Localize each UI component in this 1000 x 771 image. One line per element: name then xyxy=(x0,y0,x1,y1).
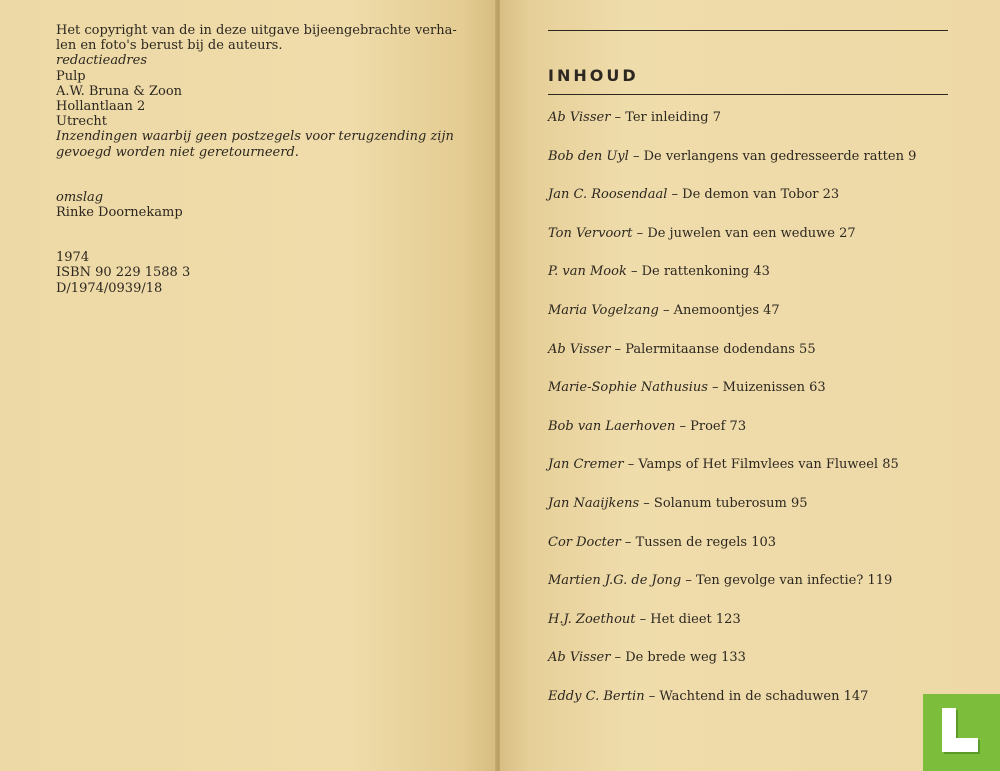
legal-deposit: D/1974/0939/18 xyxy=(56,280,163,296)
toc-story-title: De rattenkoning xyxy=(641,264,750,280)
toc-story-title: Muizenissen xyxy=(722,380,805,396)
imprint-block xyxy=(56,23,456,296)
toc-entry xyxy=(548,263,968,302)
toc-story-title: De brede weg xyxy=(625,650,717,666)
toc-dash: – xyxy=(610,650,626,666)
toc-author: Ab Visser xyxy=(548,650,611,666)
toc-page-number: 27 xyxy=(839,225,856,241)
toc-author: Marie-Sophie Nathusius xyxy=(548,380,708,396)
publication-year: 1974 xyxy=(56,250,90,266)
toc-dash: – xyxy=(610,341,626,357)
copyright-line-1: Het copyright van de in deze uitgave bijeengebrachte verha- xyxy=(56,23,457,38)
toc-dash: – xyxy=(707,380,723,396)
toc-dash: – xyxy=(610,110,626,125)
toc-page-number: 9 xyxy=(908,148,917,164)
toc-story-title: Anemoontjes xyxy=(673,302,760,318)
toc-entry xyxy=(548,572,968,611)
toc-story-title: Wachtend in de schaduwen xyxy=(659,688,840,704)
toc-entry xyxy=(548,456,968,495)
toc-entry xyxy=(548,418,968,457)
isbn: ISBN 90 229 1588 3 xyxy=(56,265,191,281)
toc-dash: – xyxy=(681,573,697,589)
toc-author: Jan Cremer xyxy=(548,457,624,473)
toc-entry xyxy=(548,341,968,380)
title-rule xyxy=(548,94,948,95)
toc-author: Bob van Laerhoven xyxy=(548,418,676,434)
address-line: Utrecht xyxy=(56,114,107,130)
top-rule xyxy=(548,30,948,31)
toc-page-number: 85 xyxy=(882,457,899,473)
toc-page-number: 23 xyxy=(822,187,840,203)
toc-story-title: De demon van Tobor xyxy=(682,187,819,203)
toc-author: Jan C. Roosendaal xyxy=(548,187,668,203)
address-line: Hollantlaan 2 xyxy=(56,99,146,115)
notice-line-1: Inzendingen waarbij geen postzegels voor terugzending zijn xyxy=(56,129,454,145)
toc-page-number: 119 xyxy=(867,573,893,589)
toc-author: P. van Mook xyxy=(548,264,627,280)
toc-entry xyxy=(548,109,968,148)
toc-story-title: Tussen de regels xyxy=(635,534,748,550)
toc-dash: – xyxy=(658,302,674,318)
toc-dash: – xyxy=(632,225,648,241)
toc-page-number: 43 xyxy=(753,264,770,280)
toc-dash: – xyxy=(644,688,660,704)
toc-story-title: Ten gevolge van infectie? xyxy=(696,573,864,589)
toc-entry xyxy=(548,186,968,225)
cover-artist: Rinke Doornekamp xyxy=(56,205,183,221)
toc-author: Ab Visser xyxy=(548,341,611,357)
toc-page-number: 103 xyxy=(751,534,777,550)
toc-entry xyxy=(548,534,968,573)
toc-page-number: 133 xyxy=(721,650,746,666)
toc-story-title: Vamps of Het Filmvlees van Fluweel xyxy=(638,457,879,473)
toc-author: Cor Docter xyxy=(548,534,621,550)
toc-page-number: 63 xyxy=(809,380,826,396)
toc-dash: – xyxy=(620,534,636,550)
toc-page-number: 95 xyxy=(790,495,808,511)
toc-page-number: 123 xyxy=(715,611,741,627)
toc-entry xyxy=(548,649,968,688)
table-of-contents xyxy=(548,109,968,727)
toc-story-title: Solanum tuberosum xyxy=(653,495,787,511)
toc-author: Maria Vogelzang xyxy=(548,302,659,318)
toc-author: Eddy C. Bertin xyxy=(548,688,645,704)
toc-story-title: Ter inleiding xyxy=(625,110,709,125)
notice-line-2: gevoegd worden niet geretourneerd. xyxy=(56,144,299,160)
toc-entry xyxy=(548,302,968,341)
toc-story-title: Palermitaanse dodendans xyxy=(625,341,795,357)
toc-dash: – xyxy=(623,457,639,473)
toc-author: Martien J.G. de Jong xyxy=(548,573,682,589)
toc-entry xyxy=(548,379,968,418)
toc-story-title: De juwelen van een weduwe xyxy=(647,225,835,241)
toc-entry xyxy=(548,688,968,727)
toc-author: H.J. Zoethout xyxy=(548,611,636,627)
toc-title: INHOUD xyxy=(548,66,639,85)
toc-dash: – xyxy=(675,418,691,434)
address-line: Pulp xyxy=(56,68,86,84)
toc-page-number: 7 xyxy=(712,110,722,125)
toc-page-number: 47 xyxy=(763,302,780,318)
address-line: A.W. Bruna & Zoon xyxy=(56,83,183,99)
toc-dash: – xyxy=(626,264,642,280)
logo-badge xyxy=(923,694,1000,771)
toc-dash: – xyxy=(635,611,651,627)
toc-author: Ton Vervoort xyxy=(548,225,633,241)
toc-author: Jan Naaijkens xyxy=(548,495,640,511)
cover-label: omslag xyxy=(56,189,104,205)
address-label: redactieadres xyxy=(56,53,147,69)
copyright-line-2: len en foto's berust bij de auteurs. xyxy=(56,38,283,54)
l-logo-icon xyxy=(942,708,982,757)
toc-author: Bob den Uyl xyxy=(548,148,629,164)
toc-entry xyxy=(548,148,968,187)
toc-entry xyxy=(548,225,968,264)
toc-page-number: 55 xyxy=(799,341,816,357)
toc-page-number: 73 xyxy=(729,418,747,434)
toc-entry xyxy=(548,495,968,534)
toc-page-number: 147 xyxy=(843,688,869,704)
toc-entry xyxy=(548,611,968,650)
toc-story-title: Het dieet xyxy=(650,611,712,627)
toc-dash: – xyxy=(628,148,644,164)
toc-author: Ab Visser xyxy=(548,110,611,125)
toc-dash: – xyxy=(667,187,683,203)
left-page xyxy=(0,0,497,771)
toc-dash: – xyxy=(639,495,654,511)
toc-story-title: Proef xyxy=(690,418,726,434)
toc-story-title: De verlangens van gedresseerde ratten xyxy=(643,148,904,164)
